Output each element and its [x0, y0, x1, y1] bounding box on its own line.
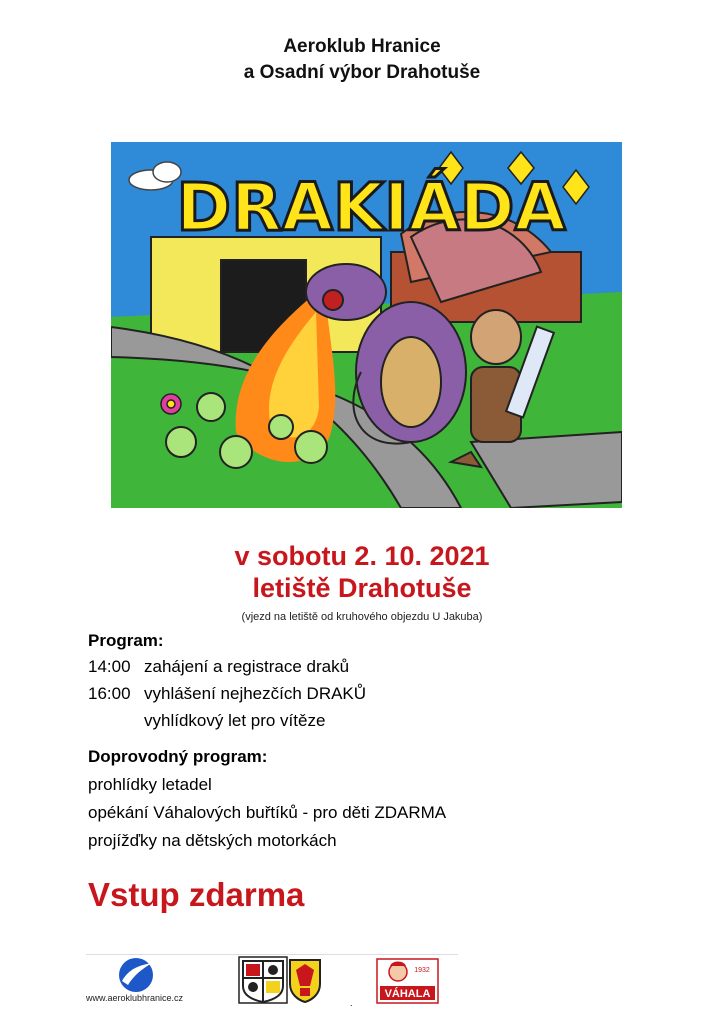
drahotuse-crest-icon [288, 956, 322, 1004]
side-program-heading: Doprovodný program: [88, 747, 268, 766]
event-place: letiště Drahotuše [252, 573, 472, 603]
program-time: 16:00 [88, 684, 131, 703]
side-program-item: prohlídky letadel [88, 775, 212, 794]
program-text: vyhlášení nejhezčích DRAKŮ [144, 684, 367, 703]
program-time: 14:00 [88, 657, 131, 676]
poster-title: DRAKIÁDA [176, 169, 566, 246]
hranice-crest-icon [238, 956, 288, 1004]
vahala-label: VÁHALA [384, 988, 431, 1000]
access-note: (vjezd na letiště od kruhového objezdu U Jakuba) [241, 611, 483, 623]
free-entry-text: Vstup zdarma [88, 876, 305, 913]
aeroklub-logo-icon [116, 955, 156, 995]
program-row [88, 684, 366, 704]
program-row [144, 711, 325, 731]
flower-icon [161, 394, 181, 414]
organizer-line-1: Aeroklub Hranice [283, 36, 441, 57]
footer-dot: . [350, 998, 353, 1008]
side-program-item: opékání Váhalových buřtíků - pro děti ZDARMA [88, 803, 447, 822]
program-text: zahájení a registrace draků [144, 657, 350, 676]
event-date: v sobotu 2. 10. 2021 [234, 541, 490, 571]
program-text: vyhlídkový let pro vítěze [144, 711, 326, 730]
organizer-line-2: a Osadní výbor Drahotuše [243, 62, 481, 83]
program-row [88, 657, 349, 677]
vahala-year: 1932 [414, 967, 430, 974]
vahala-logo-icon [376, 958, 439, 1004]
drakiada-poster-illustration [111, 142, 622, 508]
program-heading: Program: [88, 631, 164, 650]
side-program-item: projížďky na dětských motorkách [88, 831, 337, 850]
website-link[interactable]: www.aeroklubhranice.cz [86, 993, 184, 1003]
